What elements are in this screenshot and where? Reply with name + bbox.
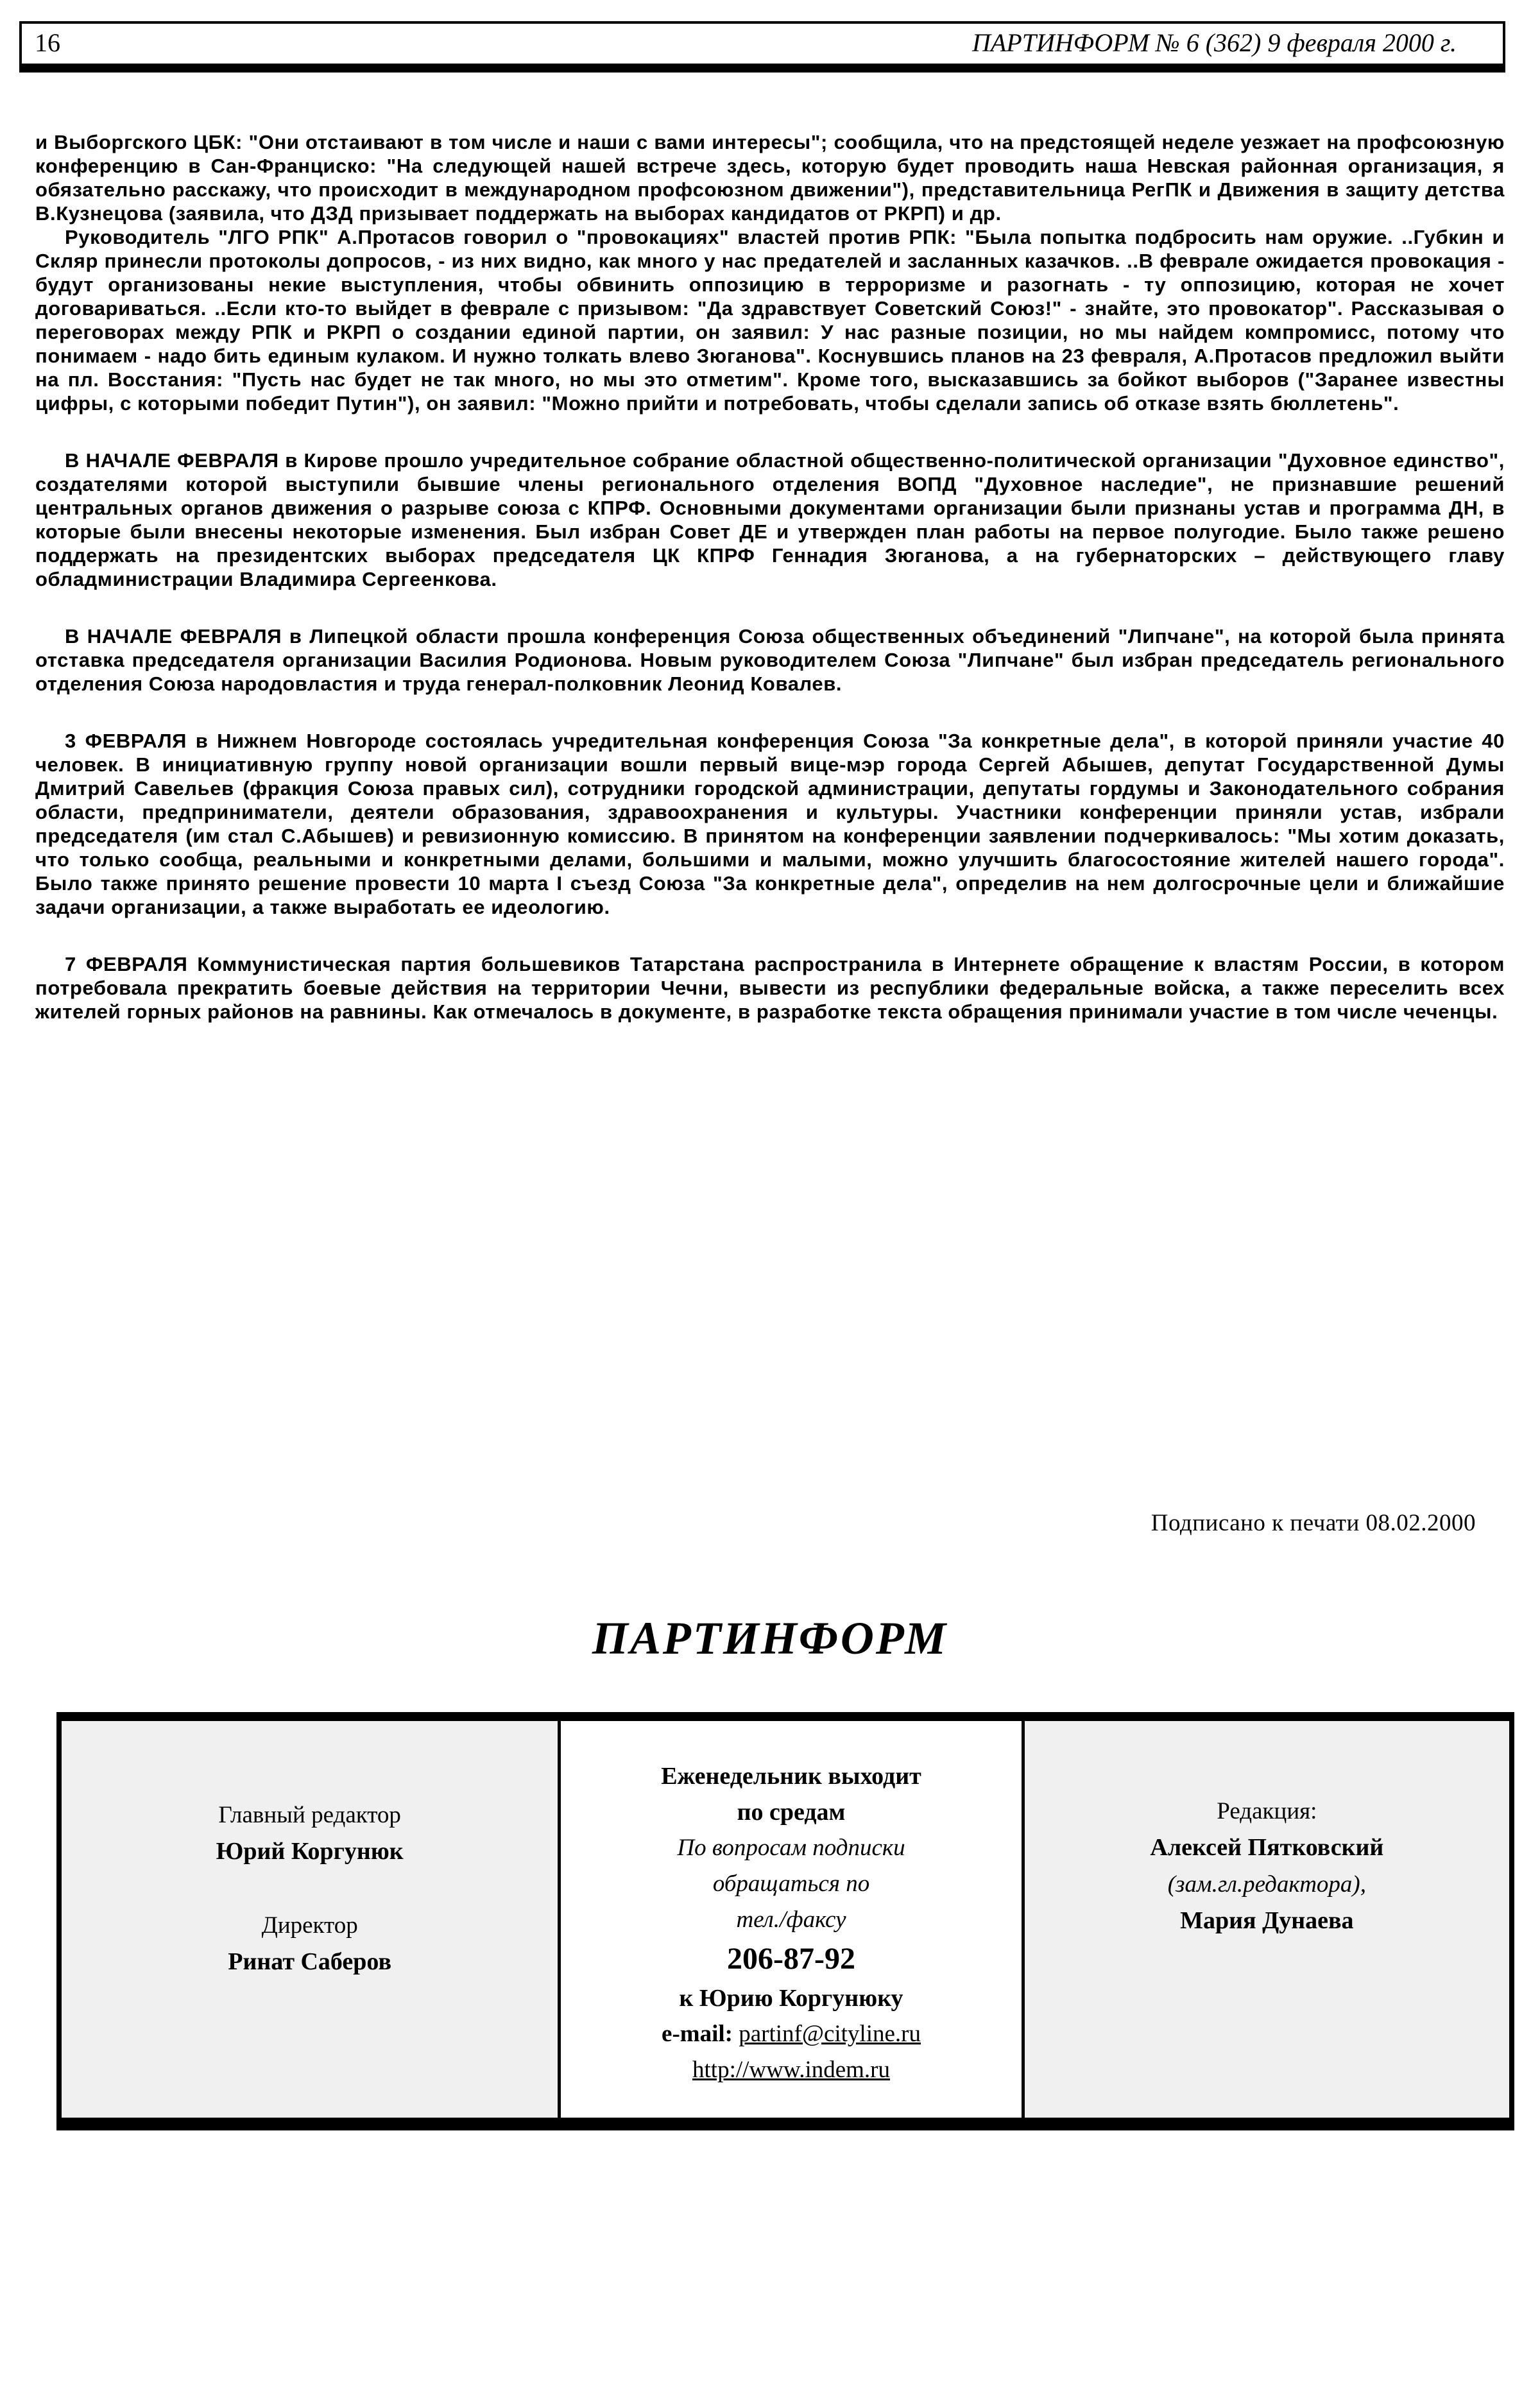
website-line [561, 2052, 1021, 2088]
masthead-box [56, 1712, 1514, 2130]
page-number: 16 [35, 28, 60, 57]
website-link[interactable]: http://www.indem.ru [692, 2057, 890, 2083]
subscription-line: обращаться по [712, 1871, 870, 1897]
subscription-line: По вопросам подписки [677, 1835, 905, 1861]
editor-role: Главный редактор [218, 1802, 401, 1828]
header-title: ПАРТИНФОРМ № 6 (362) 9 февраля 2000 г. [971, 28, 1457, 57]
phone-number: 206-87-92 [727, 1942, 855, 1976]
director-role: Директор [261, 1912, 358, 1939]
masthead-left-column [62, 1721, 561, 2118]
director-name: Ринат Саберов [228, 1948, 391, 1975]
body-paragraph: 7 ФЕВРАЛЯ Коммунистическая партия большевиков Татарстана распространила в Интернете обращение к властям России, в котором потребовала прекратить боевые действия на территории Чечни, вывести из республики федеральные войска, а также переселить всех жителей горных районов на равнины. Как отмечалось в документе, в разработке текста обращения принимали участие в том числе чеченцы. [35, 953, 1505, 1023]
staff-name: Мария Дунаева [1180, 1907, 1354, 1934]
schedule-line: Еженедельник выходит [661, 1763, 921, 1790]
subscription-line: тел./факсу [736, 1906, 846, 1933]
contact-person: к Юрию Коргунюку [679, 1985, 903, 2012]
body-paragraph: В НАЧАЛЕ ФЕВРАЛЯ в Кирове прошло учредительное собрание областной общественно-политической организации "Духовное единство", создателями которой выступили бывшие члены регионального отделения ВОПД "Духовное наследие", не признавшие решений центральных органов движения о разрыве союза с КПРФ. Основными документами организации были признаны устав и программа ДН, в которые были внесены некоторые изменения. Был избран Совет ДЕ и утвержден план работы на первое полугодие. Было также решено поддержать на президентских выборах председателя ЦК КПРФ Геннадия Зюганова, а на губернаторских – действующего главу обладминистрации Владимира Сергеенкова. [35, 449, 1505, 590]
deputy-editor-role: (зам.гл.редактора), [1167, 1871, 1366, 1898]
deputy-editor-name: Алексей Пятковский [1150, 1834, 1384, 1861]
page-header [19, 21, 1505, 73]
email-line [561, 2016, 1021, 2052]
article-body [35, 130, 1505, 1024]
signoff-line: Подписано к печати 08.02.2000 [1151, 1510, 1476, 1536]
editorial-label: Редакция: [1217, 1798, 1317, 1824]
body-paragraph: Руководитель "ЛГО РПК" А.Протасов говорил о "провокациях" властей против РПК: "Была попытка подбросить нам оружие. ..Губкин и Скляр принесли протоколы допросов, - из них видно, как много у нас предателей и засланных казачков. ..В феврале ожидается провокация - будут организованы некие выступления, чтобы обвинить оппозицию в терроризме и разогнать - ту оппозицию, которая не хочет договариваться. ..Если кто-то выйдет в феврале с призывом: "Да здравствует Советский Союз!" - знайте, это провокатор". Рассказывая о переговорах между РПК и РКРП о создании единой партии, он заявил: У нас разные позиции, но мы найдем компромисс, потому что понимаем - надо бить единым кулаком. И нужно толкать влево Зюганова". Коснувшись планов на 23 февраля, А.Протасов предложил выйти на пл. Восстания: "Пусть нас будет не так много, но мы это отметим". Кроме того, высказавшись за бойкот выборов ("Заранее известны цифры, с которыми победит Путин"), он заявил: "Можно прийти и потребовать, чтобы сделали запись об отказе взять бюллетень". [35, 226, 1505, 415]
schedule-line: по средам [737, 1799, 846, 1826]
email-link[interactable]: partinf@cityline.ru [739, 2021, 921, 2047]
masthead-title: ПАРТИНФОРМ [592, 1613, 948, 1664]
email-label: e-mail: [662, 2021, 739, 2047]
body-paragraph: и Выборгского ЦБК: "Они отстаивают в том числе и наши с вами интересы"; сообщила, что на предстоящей неделе уезжает на профсоюзную конференцию в Сан-Франциско: "На следующей нашей встрече здесь, которую будет проводить наша Невская районная организация, я обязательно расскажу, что происходит в международном профсоюзном движении"), представительница РегПК и Движения в защиту детства В.Кузнецова (заявила, что ДЗД призывает поддержать на выборах кандидатов от РКРП) и др. [35, 131, 1505, 225]
masthead-right-column [1022, 1721, 1509, 2118]
body-paragraph: В НАЧАЛЕ ФЕВРАЛЯ в Липецкой области прошла конференция Союза общественных объединений "Липчане", на которой была принята отставка председателя организации Василия Родионова. Новым руководителем Союза "Липчане" был избран председатель регионального отделения Союза народовластия и труда генерал-полковник Леонид Ковалев. [35, 625, 1505, 695]
editor-name: Юрий Коргунюк [216, 1838, 404, 1865]
masthead-middle-column [561, 1721, 1021, 2118]
body-paragraph: 3 ФЕВРАЛЯ в Нижнем Новгороде состоялась учредительная конференция Союза "За конкретные дела", в которой приняли участие 40 человек. В инициативную группу новой организации вошли первый вице-мэр города Сергей Абышев, депутат Государственной Думы Дмитрий Савельев (фракция Союза правых сил), сотрудники городской администрации, депутаты гордумы и Законодательного собрания области, предприниматели, деятели образования, здравоохранения и культуры. Участники конференции приняли устав, избрали председателя (им стал С.Абышев) и ревизионную комиссию. В принятом на конференции заявлении подчеркивалось: "Мы хотим доказать, что только сообща, реальными и конкретными делами, большими и малыми, можно улучшить благосостояние жителей нашего города". Было также принято решение провести 10 марта I съезд Союза "За конкретные дела", определив на нем долгосрочные цели и ближайшие задачи организации, а также выработать ее идеологию. [35, 730, 1505, 918]
